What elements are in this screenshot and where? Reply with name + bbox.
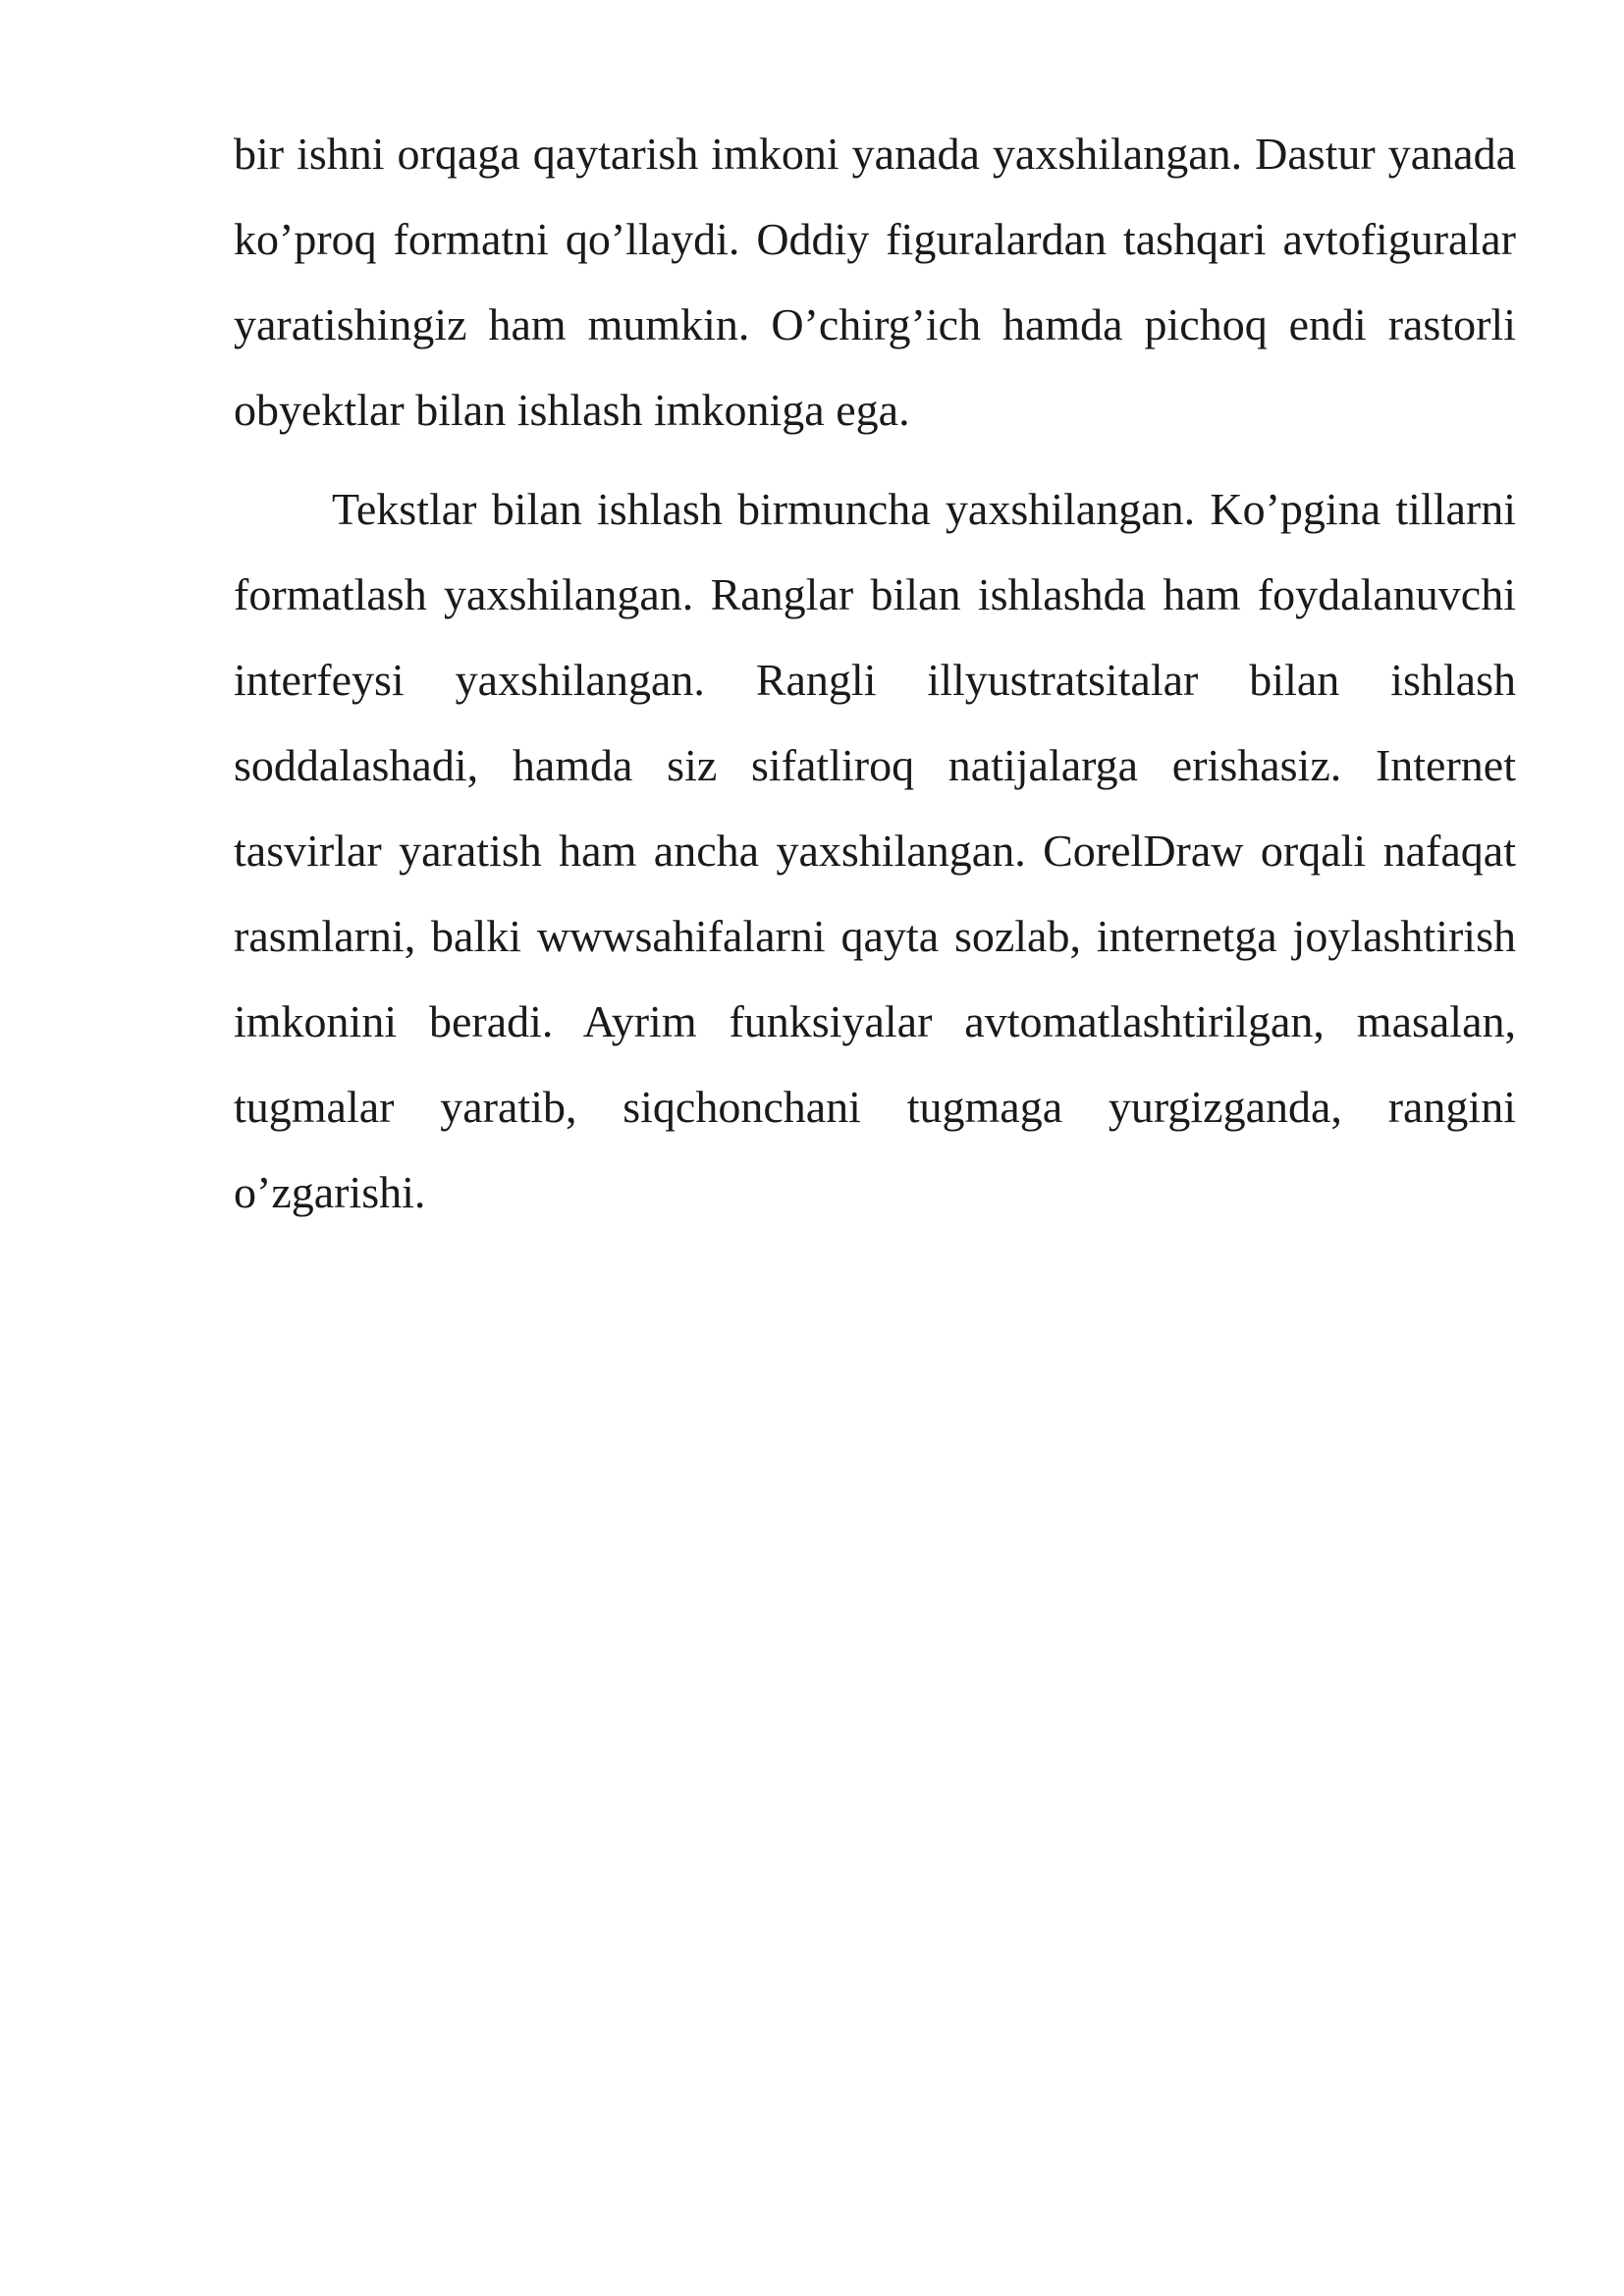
paragraph-text-features: Tekstlar bilan ishlash birmuncha yaxshilangan. Ko’pgina tillarni formatlash yaxshilangan. Ranglar bilan ishlashda ham foydalanuvchi interfeysi yaxshilangan. Rangli illyustratsitalar bilan ishlash soddalashadi, hamda siz sifatliroq natijalarga erishasiz. Internet tasvirlar yaratish ham ancha yaxshilangan. CorelDraw orqali nafaqat rasmlarni, balki wwwsahifalarni qayta sozlab, internetga joylashtirish imkonini beradi. Ayrim funksiyalar avtomatlashtirilgan, masalan, tugmalar yaratib, siqchonchani tugmaga yurgizganda, rangini o’zgarishi. — [234, 484, 1516, 1217]
paragraph-continuation: bir ishni orqaga qaytarish imkoni yanada yaxshilangan. Dastur yanada ko’proq formatni qo’llaydi. Oddiy figuralardan tashqari avtofiguralar yaratishingiz ham mumkin. O’chirg’ich hamda pichoq endi rastorli obyektlar bilan ishlash imkoniga ega. — [234, 129, 1516, 435]
body-text — [234, 111, 1516, 1235]
